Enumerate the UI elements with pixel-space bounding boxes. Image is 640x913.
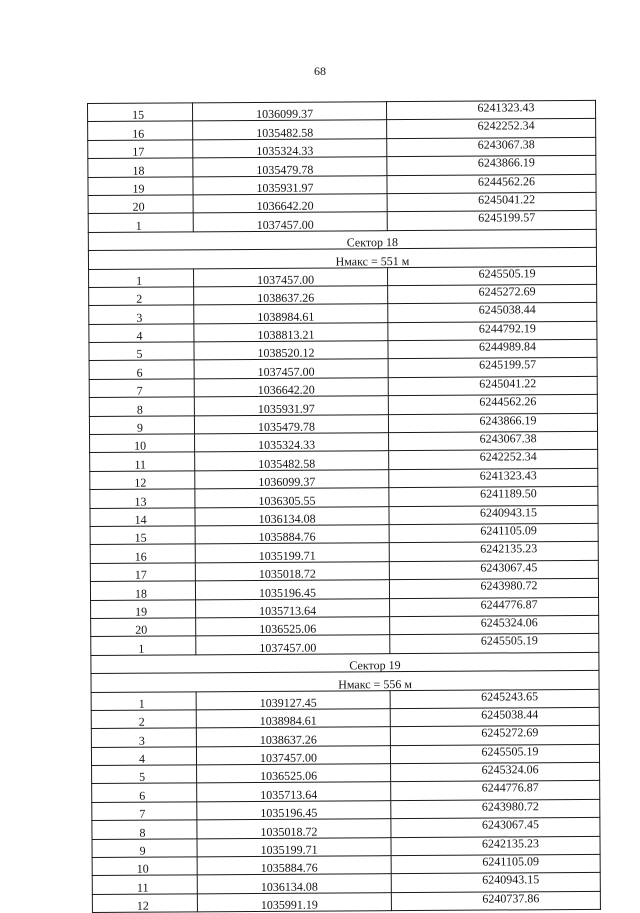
point-number: 20 xyxy=(91,618,196,637)
x-coordinate: 1035324.33 xyxy=(195,433,389,453)
x-coordinate: 1035482.58 xyxy=(195,451,389,471)
point-number: 12 xyxy=(90,471,195,490)
x-coordinate: 1036305.55 xyxy=(195,488,389,508)
point-number: 3 xyxy=(89,305,194,324)
x-coordinate: 1035196.45 xyxy=(195,580,389,600)
point-number: 10 xyxy=(92,857,197,876)
x-coordinate: 1038984.61 xyxy=(196,709,390,729)
x-coordinate: 1037457.00 xyxy=(194,267,388,287)
y-coordinate: 6241189.50 xyxy=(389,487,598,507)
point-number: 3 xyxy=(91,728,196,747)
table-row xyxy=(92,891,600,912)
x-coordinate: 1036642.20 xyxy=(193,194,387,214)
x-coordinate: 1035018.72 xyxy=(195,561,389,581)
point-number: 8 xyxy=(89,397,194,416)
x-coordinate: 1035884.76 xyxy=(195,525,389,545)
y-coordinate: 6242135.23 xyxy=(391,836,600,856)
x-coordinate: 1035482.58 xyxy=(193,120,387,140)
y-coordinate: 6244776.87 xyxy=(391,781,600,801)
point-number: 10 xyxy=(90,434,195,453)
x-coordinate: 1035931.97 xyxy=(194,396,388,416)
point-number: 1 xyxy=(91,636,196,655)
point-number: 1 xyxy=(91,691,196,710)
y-coordinate: 6244792.19 xyxy=(388,321,597,341)
x-coordinate: 1036525.06 xyxy=(196,617,390,637)
point-number: 9 xyxy=(89,415,194,434)
y-coordinate: 6243067.38 xyxy=(389,431,598,451)
y-coordinate: 6245324.06 xyxy=(390,615,599,635)
x-coordinate: 1035884.76 xyxy=(197,856,391,876)
y-coordinate: 6240737.86 xyxy=(391,891,600,911)
point-number: 5 xyxy=(92,765,197,784)
y-coordinate: 6241323.43 xyxy=(389,468,598,488)
point-number: 4 xyxy=(89,324,194,343)
point-number: 6 xyxy=(89,360,194,379)
point-number: 6 xyxy=(92,783,197,802)
point-number: 15 xyxy=(90,526,195,545)
y-coordinate: 6243980.72 xyxy=(391,799,600,819)
x-coordinate: 1035931.97 xyxy=(193,175,387,195)
x-coordinate: 1036099.37 xyxy=(195,469,389,489)
x-coordinate: 1035324.33 xyxy=(193,138,387,158)
x-coordinate: 1038813.21 xyxy=(194,322,388,342)
point-number: 8 xyxy=(92,820,197,839)
y-coordinate: 6243067.38 xyxy=(387,137,596,157)
point-number: 18 xyxy=(88,158,193,177)
section-header: Нмакс = 551 м xyxy=(88,248,596,269)
x-coordinate: 1036134.08 xyxy=(195,506,389,526)
page-number: 68 xyxy=(314,64,326,78)
y-coordinate: 6240943.15 xyxy=(391,873,600,893)
y-coordinate: 6240943.15 xyxy=(389,505,598,525)
x-coordinate: 1038637.26 xyxy=(196,727,390,747)
y-coordinate: 6242252.34 xyxy=(389,450,598,470)
y-coordinate: 6243067.45 xyxy=(389,560,598,580)
point-number: 7 xyxy=(89,379,194,398)
x-coordinate: 1037457.00 xyxy=(196,745,390,765)
x-coordinate: 1036134.08 xyxy=(197,874,391,894)
point-number: 16 xyxy=(88,121,193,140)
point-number: 9 xyxy=(92,838,197,857)
y-coordinate: 6241323.43 xyxy=(386,100,595,120)
point-number: 2 xyxy=(91,710,196,729)
y-coordinate: 6245199.57 xyxy=(388,358,597,378)
point-number: 15 xyxy=(88,103,193,122)
section-header: Сектор 18 xyxy=(88,229,596,250)
x-coordinate: 1035479.78 xyxy=(194,414,388,434)
y-coordinate: 6242252.34 xyxy=(387,119,596,139)
y-coordinate: 6245505.19 xyxy=(390,634,599,654)
point-number: 12 xyxy=(92,894,197,913)
y-coordinate: 6245505.19 xyxy=(388,266,597,286)
point-number: 2 xyxy=(89,287,194,306)
x-coordinate: 1036642.20 xyxy=(194,378,388,398)
point-number: 5 xyxy=(89,342,194,361)
y-coordinate: 6242135.23 xyxy=(389,542,598,562)
x-coordinate: 1035713.64 xyxy=(197,782,391,802)
x-coordinate: 1035018.72 xyxy=(197,819,391,839)
y-coordinate: 6245243.65 xyxy=(390,689,599,709)
y-coordinate: 6244989.84 xyxy=(388,339,597,359)
point-number: 4 xyxy=(91,747,196,766)
point-number: 11 xyxy=(92,875,197,894)
point-number: 7 xyxy=(92,802,197,821)
y-coordinate: 6244562.26 xyxy=(387,174,596,194)
y-coordinate: 6243067.45 xyxy=(391,818,600,838)
x-coordinate: 1038984.61 xyxy=(194,304,388,324)
coordinates-table-body xyxy=(88,100,601,912)
y-coordinate: 6245038.44 xyxy=(388,303,597,323)
y-coordinate: 6245272.69 xyxy=(388,284,597,304)
point-number: 11 xyxy=(90,452,195,471)
point-number: 13 xyxy=(90,489,195,508)
x-coordinate: 1035196.45 xyxy=(197,801,391,821)
point-number: 19 xyxy=(88,176,193,195)
point-number: 1 xyxy=(89,268,194,287)
point-number: 14 xyxy=(90,507,195,526)
x-coordinate: 1037457.00 xyxy=(194,359,388,379)
y-coordinate: 6243866.19 xyxy=(388,413,597,433)
point-number: 1 xyxy=(88,213,193,232)
y-coordinate: 6245505.19 xyxy=(390,744,599,764)
point-number: 18 xyxy=(90,581,195,600)
x-coordinate: 1035991.19 xyxy=(197,892,391,912)
x-coordinate: 1038637.26 xyxy=(194,286,388,306)
x-coordinate: 1035713.64 xyxy=(196,598,390,618)
x-coordinate: 1038520.12 xyxy=(194,341,388,361)
y-coordinate: 6245324.06 xyxy=(391,762,600,782)
point-number: 17 xyxy=(90,563,195,582)
y-coordinate: 6245041.22 xyxy=(388,376,597,396)
y-coordinate: 6243866.19 xyxy=(387,156,596,176)
y-coordinate: 6244562.26 xyxy=(388,395,597,415)
point-number: 17 xyxy=(88,140,193,159)
point-number: 16 xyxy=(90,544,195,563)
x-coordinate: 1039127.45 xyxy=(196,690,390,710)
x-coordinate: 1035479.78 xyxy=(193,157,387,177)
x-coordinate: 1035199.71 xyxy=(195,543,389,563)
coordinates-table xyxy=(87,100,601,913)
x-coordinate: 1036525.06 xyxy=(197,764,391,784)
x-coordinate: 1037457.00 xyxy=(196,635,390,655)
x-coordinate: 1035199.71 xyxy=(197,837,391,857)
y-coordinate: 6245041.22 xyxy=(387,192,596,212)
point-number: 20 xyxy=(88,195,193,214)
y-coordinate: 6241105.09 xyxy=(389,523,598,543)
y-coordinate: 6244776.87 xyxy=(390,597,599,617)
x-coordinate: 1037457.00 xyxy=(193,212,387,232)
point-number: 19 xyxy=(91,599,196,618)
y-coordinate: 6241105.09 xyxy=(391,854,600,874)
section-header: Нмакс = 556 м xyxy=(91,670,599,691)
x-coordinate: 1036099.37 xyxy=(193,102,387,122)
y-coordinate: 6243980.72 xyxy=(389,579,598,599)
section-header: Сектор 19 xyxy=(91,652,599,673)
y-coordinate: 6245038.44 xyxy=(390,707,599,727)
y-coordinate: 6245272.69 xyxy=(390,726,599,746)
y-coordinate: 6245199.57 xyxy=(387,211,596,231)
